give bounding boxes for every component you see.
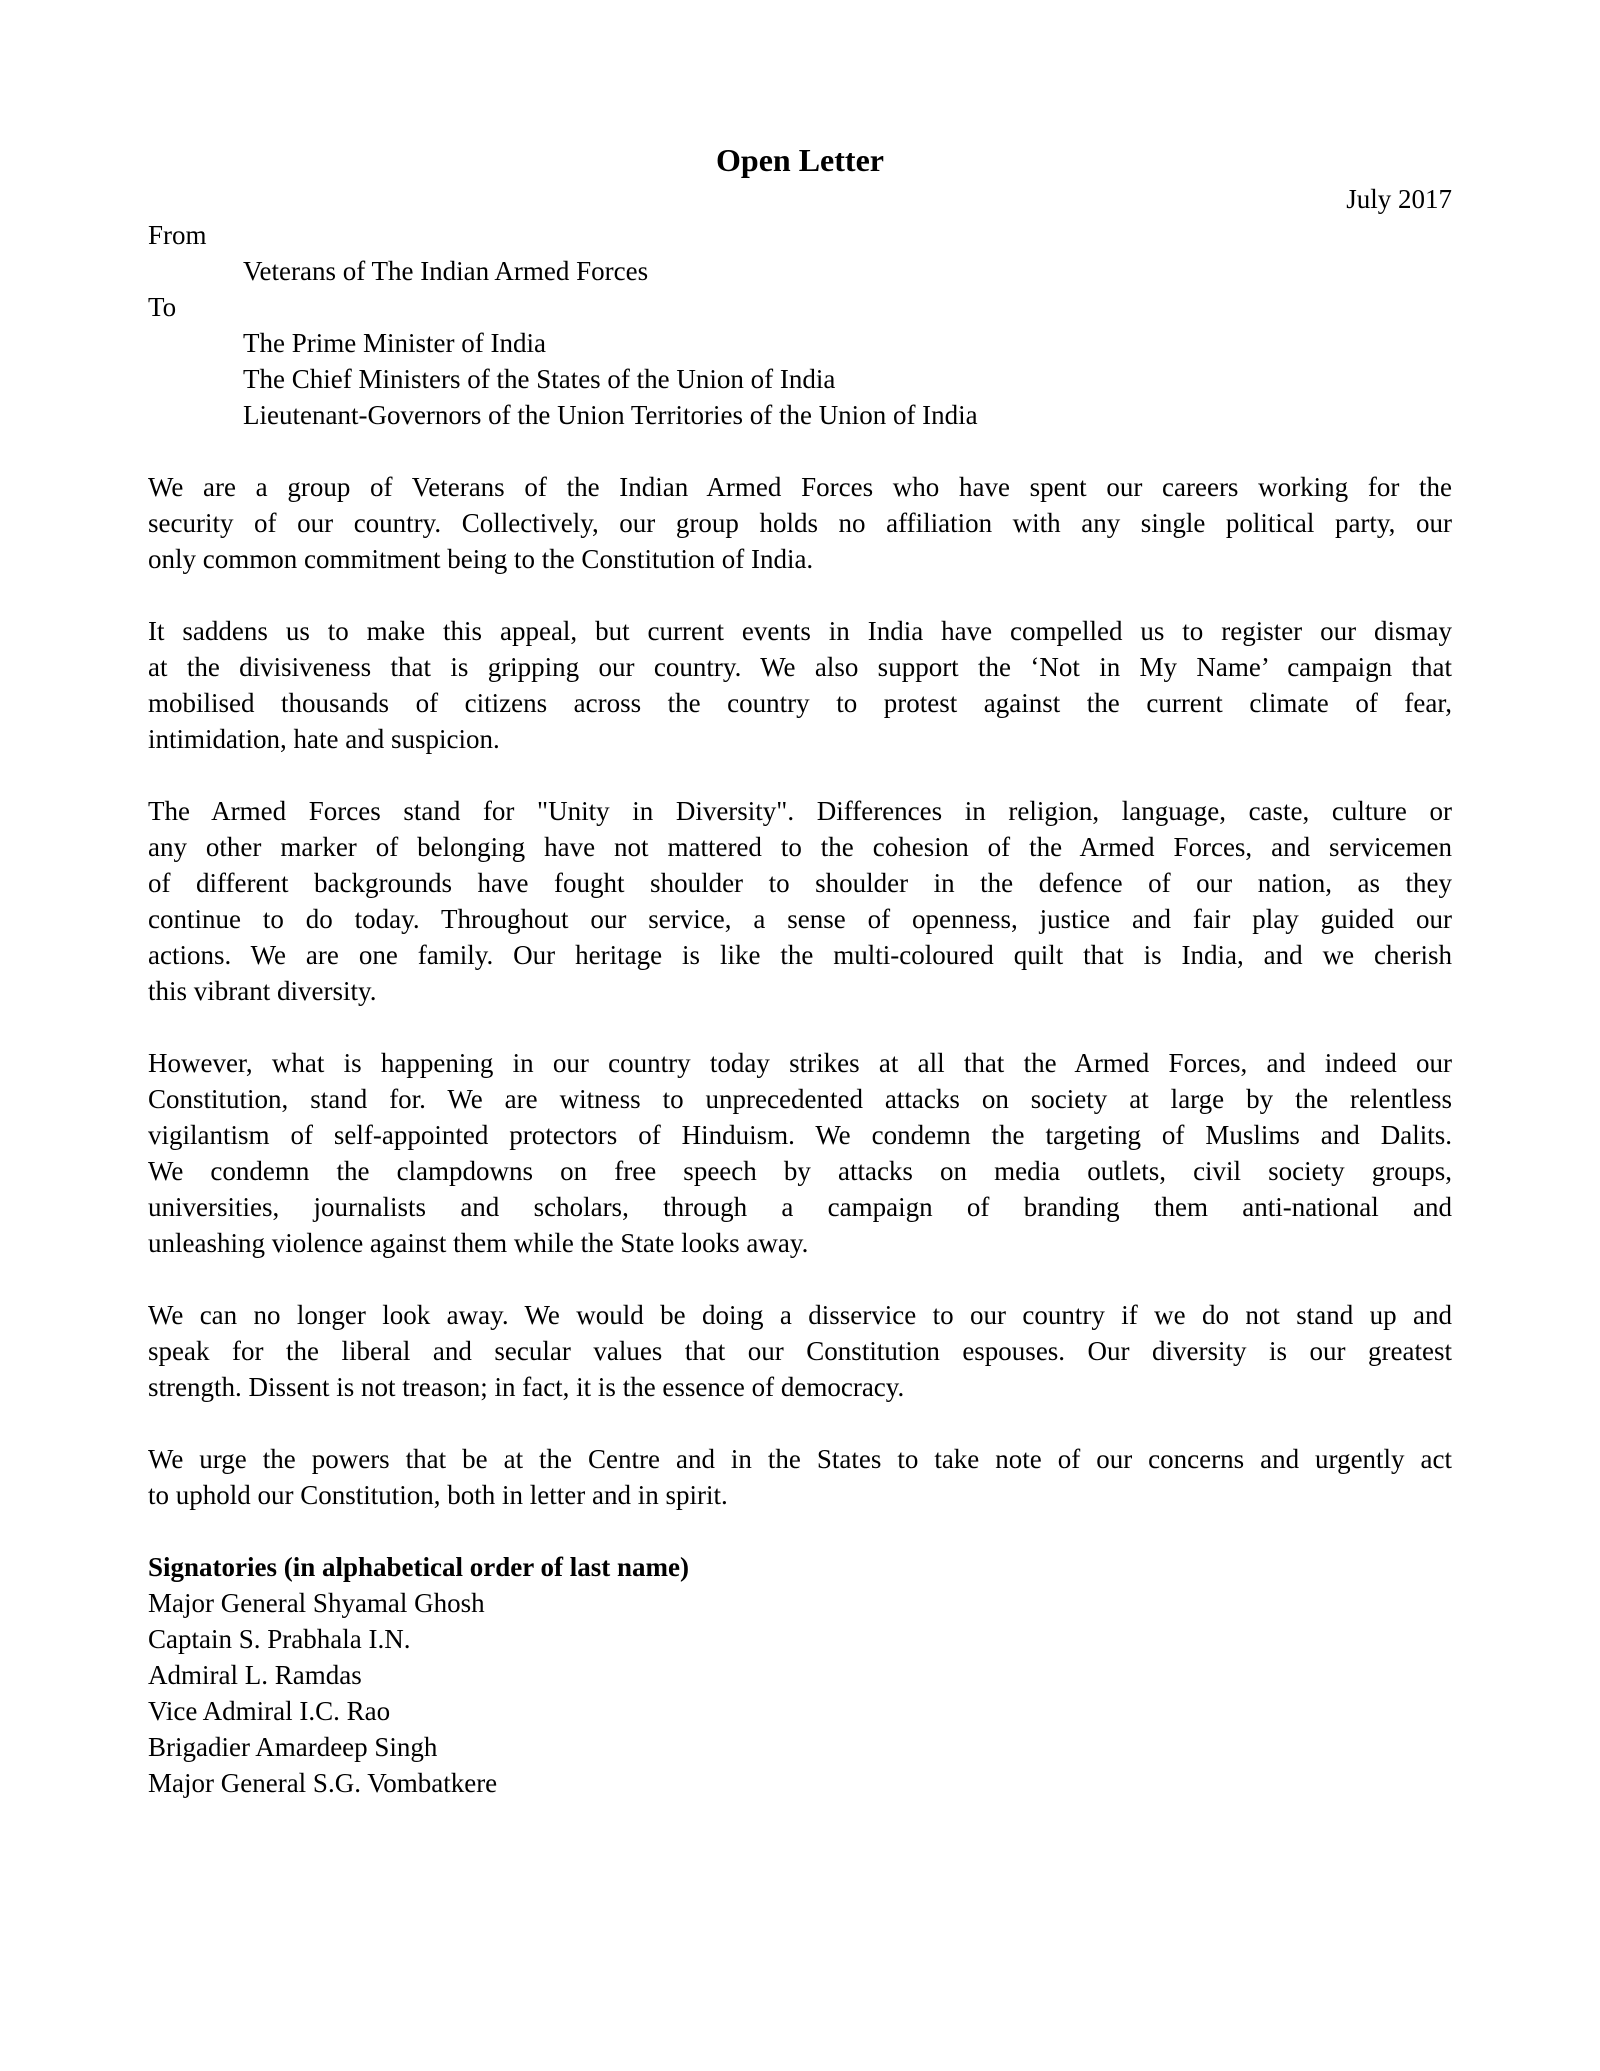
paragraph-line: at the divisiveness that is gripping our country. We also support the ‘Not in My Name’ campaign that (148, 652, 1452, 682)
paragraph-line: mobilised thousands of citizens across the country to protest against the current climate of fear, (148, 688, 1452, 718)
from-line: Veterans of The Indian Armed Forces (243, 256, 649, 286)
paragraph-line: Constitution, stand for. We are witness to unprecedented attacks on society at large by the relentless (148, 1084, 1452, 1114)
paragraph-line: It saddens us to make this appeal, but current events in India have compelled us to register our dismay (148, 616, 1452, 646)
signatory-name: Vice Admiral I.C. Rao (148, 1696, 391, 1726)
signatory-name: Major General Shyamal Ghosh (148, 1588, 485, 1618)
to-line: Lieutenant-Governors of the Union Territories of the Union of India (243, 400, 978, 430)
paragraph (148, 469, 1452, 577)
letter-body (148, 469, 1452, 1513)
paragraph-line: intimidation, hate and suspicion. (148, 724, 500, 754)
paragraph (148, 1045, 1452, 1261)
paragraph-line: universities, journalists and scholars, through a campaign of branding them anti-national and (148, 1192, 1452, 1222)
paragraph-line: We can no longer look away. We would be doing a disservice to our country if we do not stand up and (148, 1300, 1452, 1330)
paragraph-line: only common commitment being to the Constitution of India. (148, 544, 814, 574)
paragraph-line: actions. We are one family. Our heritage is like the multi-coloured quilt that is India, and we cherish (148, 940, 1452, 970)
paragraph (148, 1297, 1452, 1405)
paragraph (148, 613, 1452, 757)
letter-title: Open Letter (716, 142, 884, 178)
paragraph-line: security of our country. Collectively, our group holds no affiliation with any single political party, our (148, 508, 1452, 538)
to-label: To (148, 292, 177, 322)
paragraph-line: However, what is happening in our country today strikes at all that the Armed Forces, and indeed our (148, 1048, 1452, 1078)
paragraph-line: of different backgrounds have fought shoulder to shoulder in the defence of our nation, as they (148, 868, 1452, 898)
paragraph-line: speak for the liberal and secular values that our Constitution espouses. Our diversity is our greatest (148, 1336, 1452, 1366)
paragraph-line: continue to do today. Throughout our service, a sense of openness, justice and fair play guided our (148, 904, 1452, 934)
signatories-heading: Signatories (in alphabetical order of last name) (148, 1552, 689, 1582)
signatory-name: Captain S. Prabhala I.N. (148, 1624, 411, 1654)
paragraph (148, 1441, 1452, 1513)
to-lines (148, 325, 1452, 433)
paragraph-line: We urge the powers that be at the Centre and in the States to take note of our concerns and urgently act (148, 1444, 1452, 1474)
to-line: The Prime Minister of India (243, 328, 546, 358)
paragraph-line: to uphold our Constitution, both in letter and in spirit. (148, 1480, 728, 1510)
paragraph (148, 793, 1452, 1009)
paragraph-line: vigilantism of self-appointed protectors of Hinduism. We condemn the targeting of Muslims and Dalits. (148, 1120, 1452, 1150)
to-line: The Chief Ministers of the States of the Union of India (243, 364, 836, 394)
paragraph-line: any other marker of belonging have not mattered to the cohesion of the Armed Forces, and servicemen (148, 832, 1452, 862)
signatories-list (148, 1585, 1452, 1801)
paragraph-line: this vibrant diversity. (148, 976, 377, 1006)
signatory-name: Major General S.G. Vombatkere (148, 1768, 498, 1798)
signatories-section (148, 1549, 1452, 1801)
paragraph-line: We are a group of Veterans of the Indian Armed Forces who have spent our careers working for the (148, 472, 1452, 502)
signatory-name: Brigadier Amardeep Singh (148, 1732, 438, 1762)
from-lines (148, 253, 1452, 289)
paragraph-line: strength. Dissent is not treason; in fact, it is the essence of democracy. (148, 1372, 905, 1402)
paragraph-line: The Armed Forces stand for "Unity in Diversity". Differences in religion, language, caste, culture or (148, 796, 1452, 826)
signatory-name: Admiral L. Ramdas (148, 1660, 362, 1690)
paragraph-line: We condemn the clampdowns on free speech by attacks on media outlets, civil society groups, (148, 1156, 1452, 1186)
paragraph-line: unleashing violence against them while the State looks away. (148, 1228, 809, 1258)
from-label: From (148, 220, 207, 250)
letter-date: July 2017 (1346, 184, 1452, 214)
